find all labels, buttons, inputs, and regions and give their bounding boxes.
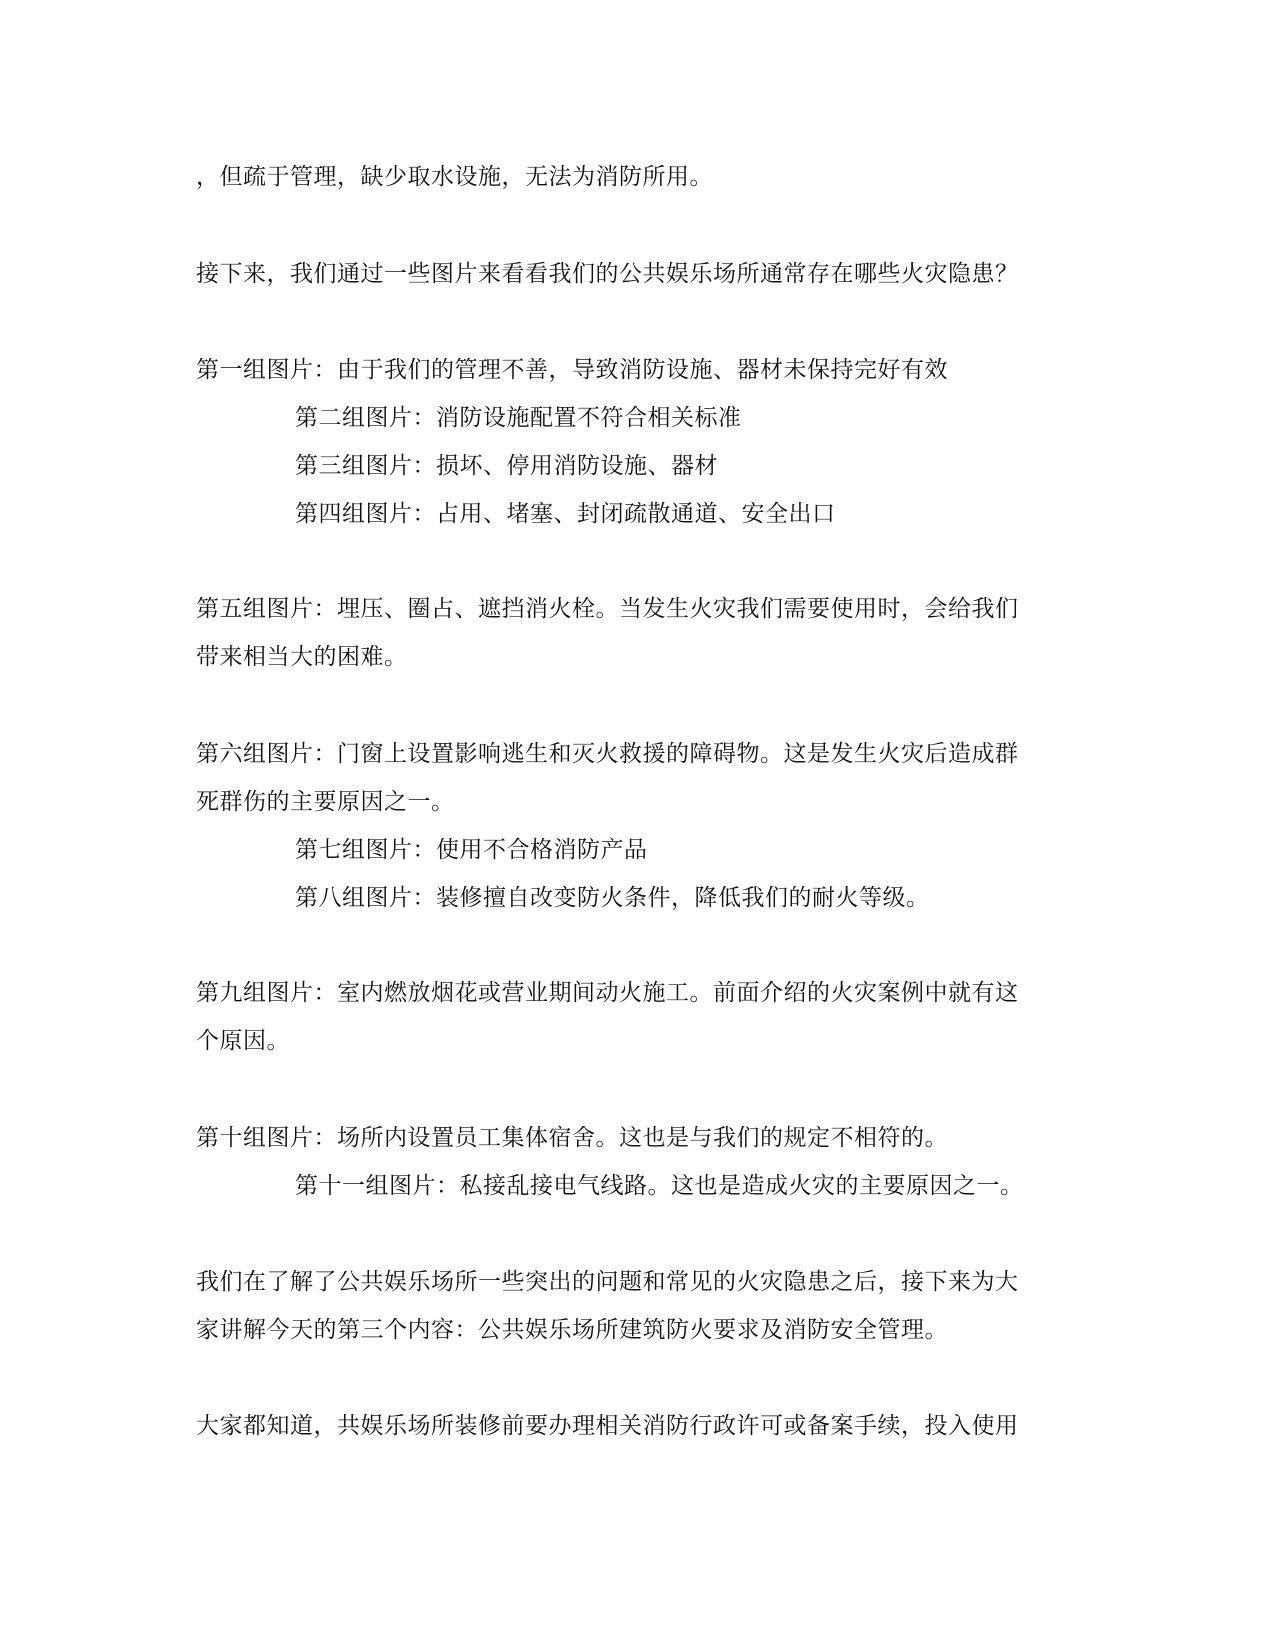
text-line: 第十组图片：场所内设置员工集体宿舍。这也是与我们的规定不相符的。: [196, 1125, 948, 1151]
text-line: 第九组图片：室内燃放烟花或营业期间动火施工。前面介绍的火灾案例中就有这: [196, 980, 1019, 1006]
text-line: 第十一组图片：私接乱接电气线路。这也是造成火灾的主要原因之一。: [295, 1173, 1024, 1199]
text-line: 死群伤的主要原因之一。: [196, 789, 455, 815]
text-line: 第八组图片：装修擅自改变防火条件，降低我们的耐火等级。: [295, 885, 930, 911]
text-line: 接下来，我们通过一些图片来看看我们的公共娱乐场所通常存在哪些火灾隐患？: [196, 261, 1019, 287]
text-line: 个原因。: [196, 1028, 290, 1054]
text-line: 第五组图片：埋压、圈占、遮挡消火栓。当发生火灾我们需要使用时，会给我们: [196, 596, 1019, 622]
text-line: 第六组图片：门窗上设置影响逃生和灭火救援的障碍物。这是发生火灾后造成群: [196, 741, 1019, 767]
text-line: 第四组图片：占用、堵塞、封闭疏散通道、安全出口: [295, 501, 836, 527]
text-line: 大家都知道，共娱乐场所装修前要办理相关消防行政许可或备案手续，投入使用: [196, 1413, 1019, 1439]
text-line: ，但疏于管理，缺少取水设施，无法为消防所用。: [196, 164, 713, 190]
text-line: 第二组图片：消防设施配置不符合相关标准: [295, 405, 742, 431]
text-line: 带来相当大的困难。: [196, 644, 408, 670]
text-line: 第一组图片：由于我们的管理不善，导致消防设施、器材未保持完好有效: [196, 357, 948, 383]
text-line: 第三组图片：损坏、停用消防设施、器材: [295, 453, 718, 479]
text-line: 家讲解今天的第三个内容：公共娱乐场所建筑防火要求及消防安全管理。: [196, 1317, 948, 1343]
text-line: 第七组图片：使用不合格消防产品: [295, 837, 648, 863]
text-line: 我们在了解了公共娱乐场所一些突出的问题和常见的火灾隐患之后，接下来为大: [196, 1269, 1019, 1295]
